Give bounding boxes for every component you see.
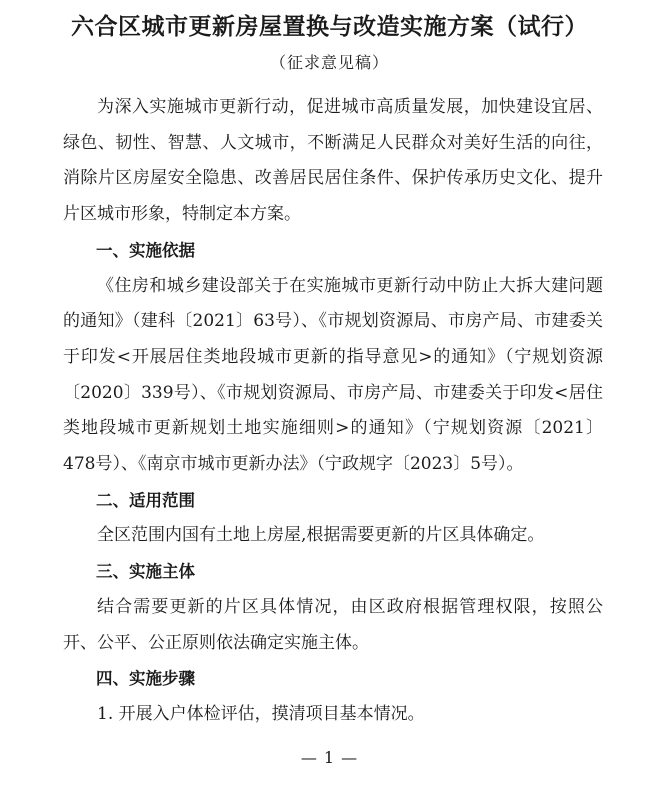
- section-heading-steps: 四、实施步骤: [96, 669, 195, 689]
- page-number: — 1 —: [300, 748, 359, 767]
- section-body-steps: 1. 开展入户体检评估，摸清项目基本情况。: [97, 703, 425, 724]
- section-body-subject: 结合需要更新的片区具体情况，由区政府根据管理权限，按照公开、公平、公正原则依法确定实施主体。: [63, 596, 603, 653]
- document-body: [63, 90, 603, 733]
- section-heading-scope: 二、适用范围: [96, 490, 195, 510]
- section-heading-subject: 三、实施主体: [96, 562, 195, 582]
- document-title: 六合区城市更新房屋置换与改造实施方案（试行）: [71, 13, 588, 40]
- section-body-scope: 全区范围内国有土地上房屋,根据需要更新的片区具体确定。: [97, 525, 545, 546]
- section-heading-basis: 一、实施依据: [96, 240, 195, 260]
- document-subtitle: （征求意见稿）: [269, 53, 389, 72]
- intro-paragraph: 为深入实施城市更新行动，促进城市高质量发展，加快建设宜居、绿色、韧性、智慧、人文城市，不断满足人民群众对美好生活的向往，消除片区房屋安全隐患、改善居民居住条件、保护传承历史文化、提升片区城市形象，特制定本方案。: [63, 97, 603, 225]
- section-body-basis: 《住房和城乡建设部关于在实施城市更新行动中防止大拆大建问题的通知》（建科〔2021〕63号）、《市规划资源局、市房产局、市建委关于印发<开展居住类地段城市更新的指导意见>的通知》（宁规划资源〔2020〕339号）、《市规划资源局、市房产局、市建委关于印发<居住类地段城市更新规划土地实施细则>的通知》（宁规划资源〔2021〕478号）、《南京市城市更新办法》（宁政规字〔2023〕5号）。: [63, 275, 603, 475]
